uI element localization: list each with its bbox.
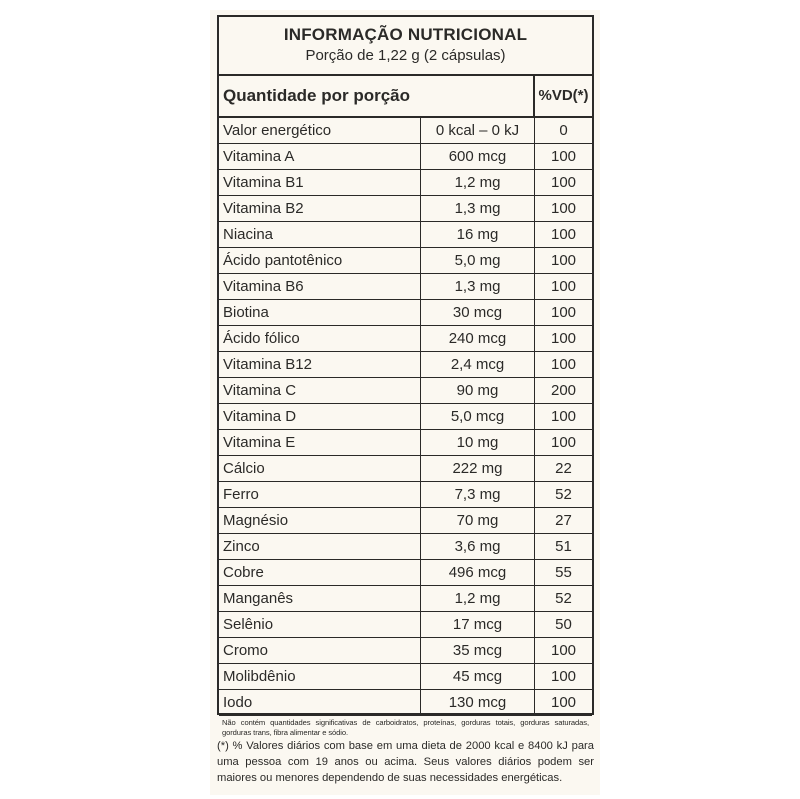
nutrient-vd: 55	[555, 564, 572, 581]
nutrient-name: Vitamina B1	[223, 174, 304, 191]
nutrient-name: Zinco	[223, 538, 260, 555]
nutrient-vd: 100	[550, 148, 577, 165]
nutrient-amount: 90 mg	[420, 378, 535, 403]
table-row	[219, 456, 592, 482]
nutrient-vd: 100	[550, 174, 577, 191]
nutrient-name: Selênio	[223, 616, 274, 633]
nutrient-vd: 52	[555, 486, 572, 503]
nutrient-vd: 22	[555, 460, 572, 477]
table-row	[219, 118, 592, 144]
nutrient-name: Vitamina B2	[223, 200, 304, 217]
table-row	[219, 690, 592, 716]
nutrient-vd: 52	[555, 590, 572, 607]
nutrient-name: Valor energético	[223, 122, 332, 139]
nutrient-vd: 100	[550, 434, 577, 451]
nutrient-amount: 17 mcg	[420, 612, 535, 637]
table-row	[219, 248, 592, 274]
nutrient-vd: 51	[555, 538, 572, 555]
nutrient-vd: 100	[550, 278, 577, 295]
table-row	[219, 352, 592, 378]
nutrient-vd: 100	[550, 356, 577, 373]
nutrient-vd: 100	[550, 200, 577, 217]
nutrient-amount: 70 mg	[420, 508, 535, 533]
table-row	[219, 664, 592, 690]
table-row	[219, 274, 592, 300]
nutrient-amount: 5,0 mg	[420, 248, 535, 273]
nutrient-name: Niacina	[223, 226, 274, 243]
nutrient-name: Ferro	[223, 486, 259, 503]
nutrient-amount: 0 kcal – 0 kJ	[420, 118, 535, 143]
table-row	[219, 222, 592, 248]
table-row	[219, 430, 592, 456]
nutrient-vd: 100	[550, 226, 577, 243]
table-row	[219, 612, 592, 638]
nutrient-amount: 2,4 mcg	[420, 352, 535, 377]
nutrient-amount: 130 mcg	[420, 690, 535, 714]
table-header	[219, 17, 592, 76]
nutrient-name: Biotina	[223, 304, 269, 321]
nutrient-vd: 100	[550, 668, 577, 685]
table-row	[219, 534, 592, 560]
table-row	[219, 300, 592, 326]
column-header-row	[219, 76, 592, 118]
table-row	[219, 404, 592, 430]
table-row	[219, 638, 592, 664]
nutrient-name: Manganês	[223, 590, 294, 607]
nutrient-amount: 30 mcg	[420, 300, 535, 325]
nutrient-vd: 0	[559, 122, 568, 139]
table-title: INFORMAÇÃO NUTRICIONAL	[283, 25, 528, 44]
nutrient-vd: 100	[550, 642, 577, 659]
footnote-not-significant: Não contém quantidades significativas de carboidratos, proteínas, gorduras totais, gorduras saturadas, gorduras trans, fibra alimentar e sódio.	[222, 718, 589, 737]
nutrient-vd: 100	[550, 304, 577, 321]
nutrient-amount: 240 mcg	[420, 326, 535, 351]
nutrient-name: Cromo	[223, 642, 269, 659]
nutrient-name: Cobre	[223, 564, 264, 581]
nutrient-amount: 45 mcg	[420, 664, 535, 689]
table-row	[219, 196, 592, 222]
nutrient-amount: 1,2 mg	[420, 586, 535, 611]
nutrient-amount: 7,3 mg	[420, 482, 535, 507]
nutrient-vd: 200	[550, 382, 577, 399]
table-row	[219, 170, 592, 196]
nutrient-vd: 100	[550, 252, 577, 269]
nutrient-name: Vitamina E	[223, 434, 296, 451]
table-row	[219, 560, 592, 586]
nutrient-name: Iodo	[223, 694, 253, 711]
nutrient-amount: 1,3 mg	[420, 196, 535, 221]
table-row	[219, 144, 592, 170]
table-row	[219, 586, 592, 612]
nutrient-name: Ácido pantotênico	[223, 252, 343, 269]
nutrient-amount: 16 mg	[420, 222, 535, 247]
table-row	[219, 326, 592, 352]
nutrition-facts-table	[217, 15, 594, 737]
nutrient-vd: 100	[550, 694, 577, 711]
nutrient-name: Ácido fólico	[223, 330, 300, 347]
nutrient-amount: 600 mcg	[420, 144, 535, 169]
column-header-vd: %VD(*)	[533, 76, 592, 116]
nutrient-amount: 222 mg	[420, 456, 535, 481]
nutrient-name: Vitamina B12	[223, 356, 312, 373]
nutrient-vd: 100	[550, 408, 577, 425]
nutrient-name: Vitamina D	[223, 408, 297, 425]
table-row	[219, 378, 592, 404]
table-row	[219, 508, 592, 534]
nutrient-vd: 50	[555, 616, 572, 633]
nutrient-vd: 100	[550, 330, 577, 347]
nutrient-name: Vitamina A	[223, 148, 295, 165]
nutrient-amount: 496 mcg	[420, 560, 535, 585]
nutrient-vd: 27	[555, 512, 572, 529]
nutrient-rows	[219, 118, 592, 716]
column-header-quantity: Quantidade por porção	[223, 86, 411, 105]
nutrient-amount: 1,2 mg	[420, 170, 535, 195]
nutrient-name: Vitamina B6	[223, 278, 304, 295]
nutrient-name: Molibdênio	[223, 668, 296, 685]
nutrient-amount: 3,6 mg	[420, 534, 535, 559]
nutrient-amount: 10 mg	[420, 430, 535, 455]
nutrient-name: Magnésio	[223, 512, 289, 529]
table-row	[219, 482, 592, 508]
nutrient-amount: 1,3 mg	[420, 274, 535, 299]
serving-size: Porção de 1,22 g (2 cápsulas)	[305, 47, 506, 64]
nutrient-name: Vitamina C	[223, 382, 297, 399]
nutrient-amount: 5,0 mcg	[420, 404, 535, 429]
daily-values-legend: (*) % Valores diários com base em uma dieta de 2000 kcal e 8400 kJ para uma pessoa com 19 anos ou acima. Seus valores diários podem ser maiores ou menores dependendo de suas necessidades energéticas.	[217, 740, 594, 784]
nutrient-name: Cálcio	[223, 460, 265, 477]
nutrient-amount: 35 mcg	[420, 638, 535, 663]
